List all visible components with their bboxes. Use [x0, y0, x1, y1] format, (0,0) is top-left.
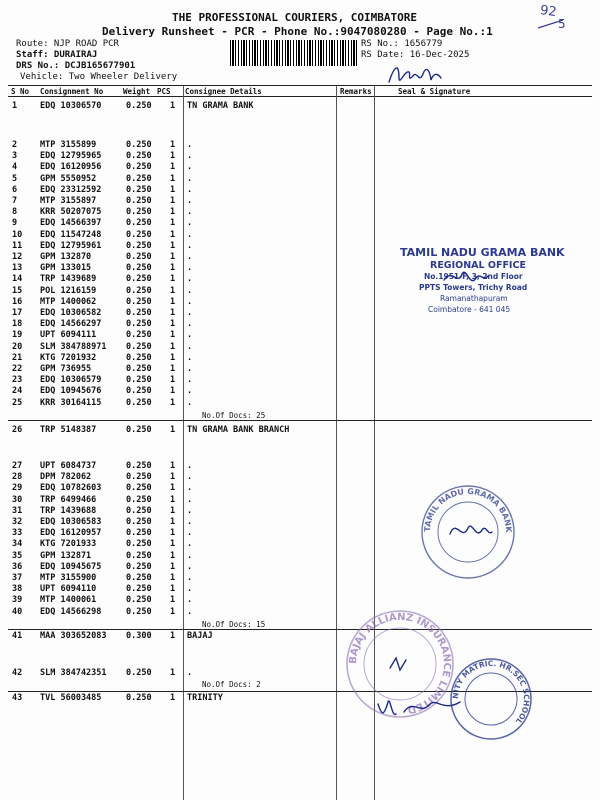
header-signature — [385, 60, 445, 88]
docs-count: No.Of Docs: 25 — [202, 410, 266, 420]
row-weight: 0.250 — [126, 386, 152, 397]
row-pcs: 1 — [170, 196, 176, 206]
row-consignee: . — [187, 184, 193, 195]
row-consignment-no: SLM 384742351 — [40, 668, 107, 678]
row-pcs: 1 — [170, 296, 176, 307]
row-consignee: . — [187, 595, 193, 606]
row-consignee: . — [187, 341, 193, 352]
row-sno: 4 — [12, 162, 18, 173]
row-pcs: 1 — [170, 252, 176, 262]
row-consignment-no: SLM 384788971 — [40, 341, 107, 352]
row-weight: 0.250 — [126, 375, 152, 386]
row-pcs: 1 — [170, 539, 176, 550]
row-sno: 1 — [12, 101, 18, 111]
bank-stamp-addr2: PPTS Towers, Trichy Road — [419, 283, 528, 292]
row-pcs: 1 — [170, 494, 176, 505]
row-weight: 0.250 — [126, 229, 152, 240]
row-consignee: . — [187, 561, 193, 572]
row-consignee: . — [187, 319, 193, 330]
row-sno: 30 — [12, 494, 23, 505]
row-consignment-no: GPM 132871 — [40, 550, 92, 561]
row-consignee: . — [187, 151, 193, 162]
row-sno: 22 — [12, 364, 23, 374]
row-sno: 36 — [12, 561, 23, 572]
row-sno: 31 — [12, 505, 23, 516]
row-consignee: . — [187, 528, 193, 539]
row-consignee: . — [187, 668, 193, 678]
row-weight: 0.250 — [126, 140, 152, 150]
row-sno: 23 — [12, 375, 23, 386]
row-pcs: 1 — [170, 274, 176, 285]
row-pcs: 1 — [170, 173, 176, 184]
row-weight: 0.250 — [126, 218, 152, 229]
row-consignment-no: DPM 782062 — [40, 472, 92, 483]
row-weight: 0.250 — [126, 517, 152, 527]
row-weight: 0.250 — [126, 101, 152, 111]
row-consignee: . — [187, 386, 193, 397]
row-weight: 0.250 — [126, 505, 152, 516]
docs-count: No.Of Docs: 2 — [202, 680, 261, 690]
row-consignment-no: EDQ 10306582 — [40, 308, 102, 318]
bottom-signature — [374, 694, 464, 724]
rs-date: RS Date: 16-Dec-2025 — [361, 50, 470, 60]
row-consignee: . — [187, 517, 193, 527]
bank-stamp-addr4: Coimbatore - 641 045 — [428, 305, 511, 314]
row-pcs: 1 — [170, 162, 176, 173]
row-consignment-no: KRR 50207075 — [40, 207, 102, 218]
row-weight: 0.250 — [126, 550, 152, 561]
row-sno: 9 — [12, 218, 18, 229]
route-text: Route: NJP ROAD PCR — [16, 39, 119, 49]
row-weight: 0.250 — [126, 693, 152, 703]
row-sno: 3 — [12, 151, 18, 162]
row-weight: 0.250 — [126, 196, 152, 206]
row-sno: 18 — [12, 319, 23, 330]
row-weight: 0.250 — [126, 240, 152, 251]
row-consignment-no: UPT 6094111 — [40, 330, 97, 341]
row-pcs: 1 — [170, 528, 176, 539]
row-pcs: 1 — [170, 330, 176, 341]
row-sno: 8 — [12, 207, 18, 218]
row-pcs: 1 — [170, 425, 176, 435]
row-weight: 0.250 — [126, 207, 152, 218]
row-consignee: . — [187, 173, 193, 184]
row-consignment-no: GPM 132870 — [40, 252, 92, 262]
row-pcs: 1 — [170, 375, 176, 386]
row-consignment-no: KTG 7201933 — [40, 539, 97, 550]
row-weight: 0.250 — [126, 573, 152, 583]
row-consignee: . — [187, 162, 193, 173]
row-pcs: 1 — [170, 229, 176, 240]
runsheet-subtitle: Delivery Runsheet - PCR - Phone No.:9047080280 - Page No.:1 — [102, 25, 493, 38]
row-sno: 39 — [12, 595, 23, 606]
round-bank-seal-text: TAMIL NADU GRAMA BANK — [422, 486, 514, 533]
row-sno: 20 — [12, 341, 23, 352]
row-sno: 27 — [12, 461, 23, 471]
row-weight: 0.300 — [126, 631, 152, 641]
group-separator — [8, 420, 592, 421]
col-weight: Weight — [123, 87, 151, 96]
row-consignment-no: EDQ 12795965 — [40, 151, 102, 162]
row-sno: 34 — [12, 539, 23, 550]
row-consignee: . — [187, 196, 193, 206]
row-pcs: 1 — [170, 341, 176, 352]
row-sno: 24 — [12, 386, 23, 397]
row-consignee: . — [187, 308, 193, 318]
row-weight: 0.250 — [126, 494, 152, 505]
row-sno: 11 — [12, 240, 23, 251]
row-sno: 33 — [12, 528, 23, 539]
row-pcs: 1 — [170, 573, 176, 583]
handwritten-count-bottom: 5 — [558, 17, 566, 31]
row-sno: 19 — [12, 330, 23, 341]
row-sno: 15 — [12, 285, 23, 296]
vehicle-text: Vehicle: Two Wheeler Delivery — [20, 72, 178, 82]
row-pcs: 1 — [170, 584, 176, 595]
row-pcs: 1 — [170, 140, 176, 150]
row-weight: 0.250 — [126, 252, 152, 262]
row-sno: 37 — [12, 573, 23, 583]
row-sno: 41 — [12, 631, 23, 641]
row-weight: 0.250 — [126, 668, 152, 678]
row-consignment-no: EDQ 14566298 — [40, 606, 102, 617]
bank-stamp-addr3: Ramanathapuram — [440, 294, 508, 303]
row-consignment-no: MTP 3155900 — [40, 573, 97, 583]
row-consignment-no: EDQ 10306583 — [40, 517, 102, 527]
row-consignee: BAJAJ — [187, 631, 213, 641]
handwritten-count-top: 92 — [539, 2, 558, 21]
row-consignee: . — [187, 397, 193, 408]
row-weight: 0.250 — [126, 483, 152, 494]
row-weight: 0.250 — [126, 296, 152, 307]
row-consignment-no: MAA 303652083 — [40, 631, 107, 641]
row-consignment-no: TRP 1439688 — [40, 505, 97, 516]
row-weight: 0.250 — [126, 595, 152, 606]
row-consignee: TRINITY — [187, 693, 223, 703]
row-weight: 0.250 — [126, 330, 152, 341]
row-weight: 0.250 — [126, 341, 152, 352]
col-seal: Seal & Signature — [398, 87, 471, 96]
row-pcs: 1 — [170, 151, 176, 162]
row-sno: 32 — [12, 517, 23, 527]
row-pcs: 1 — [170, 693, 176, 703]
row-consignee: TN GRAMA BANK — [187, 101, 254, 111]
row-sno: 17 — [12, 308, 23, 318]
row-pcs: 1 — [170, 218, 176, 229]
row-consignment-no: MTP 1400062 — [40, 296, 97, 307]
row-pcs: 1 — [170, 308, 176, 318]
row-consignment-no: EDQ 14566397 — [40, 218, 102, 229]
row-consignee: . — [187, 606, 193, 617]
row-consignment-no: GPM 133015 — [40, 263, 92, 274]
row-pcs: 1 — [170, 472, 176, 483]
col-consignment: Consignment No — [40, 87, 104, 96]
divider-consignee — [183, 86, 184, 800]
row-sno: 10 — [12, 229, 23, 240]
row-consignment-no: EDQ 11547248 — [40, 229, 102, 240]
row-consignee: . — [187, 218, 193, 229]
row-consignment-no: EDQ 14566297 — [40, 319, 102, 330]
row-weight: 0.250 — [126, 606, 152, 617]
row-consignee: . — [187, 274, 193, 285]
row-pcs: 1 — [170, 606, 176, 617]
divider-remarks — [336, 86, 337, 800]
row-sno: 43 — [12, 693, 23, 703]
row-consignee: . — [187, 140, 193, 150]
row-consignee: . — [187, 364, 193, 374]
row-weight: 0.250 — [126, 584, 152, 595]
row-weight: 0.250 — [126, 274, 152, 285]
row-consignment-no: TVL 56003485 — [40, 693, 102, 703]
row-consignment-no: EDQ 16120956 — [40, 162, 102, 173]
row-sno: 25 — [12, 397, 23, 408]
row-consignee: . — [187, 573, 193, 583]
row-sno: 14 — [12, 274, 23, 285]
row-consignment-no: TRP 5148387 — [40, 425, 97, 435]
row-pcs: 1 — [170, 631, 176, 641]
bank-stamp-addr1: No.1951-F, 3, 2nd Floor — [424, 272, 523, 281]
row-consignee: . — [187, 330, 193, 341]
row-consignment-no: KRR 30164115 — [40, 397, 102, 408]
row-consignment-no: MTP 3155899 — [40, 140, 97, 150]
row-consignment-no: EDQ 10306579 — [40, 375, 102, 386]
col-remarks: Remarks — [340, 87, 372, 96]
row-sno: 26 — [12, 425, 23, 435]
row-consignment-no: UPT 6084737 — [40, 461, 97, 471]
row-pcs: 1 — [170, 240, 176, 251]
row-pcs: 1 — [170, 561, 176, 572]
row-weight: 0.250 — [126, 528, 152, 539]
row-consignment-no: UPT 6094110 — [40, 584, 97, 595]
row-consignee: . — [187, 352, 193, 363]
row-consignee: . — [187, 207, 193, 218]
col-sno: S No — [11, 87, 30, 96]
row-consignment-no: KTG 7201932 — [40, 352, 97, 363]
row-consignee: . — [187, 229, 193, 240]
row-weight: 0.250 — [126, 561, 152, 572]
row-consignment-no: POL 1216159 — [40, 285, 97, 296]
row-consignment-no: TRP 1439689 — [40, 274, 97, 285]
staff-text: Staff: DURAIRAJ — [16, 50, 98, 60]
row-weight: 0.250 — [126, 352, 152, 363]
row-pcs: 1 — [170, 364, 176, 374]
row-pcs: 1 — [170, 483, 176, 494]
drs-number: DRS No.: DCJB165677901 — [16, 61, 136, 71]
row-consignment-no: GPM 736955 — [40, 364, 92, 374]
row-weight: 0.250 — [126, 308, 152, 318]
col-consignee: Consignee Details — [185, 87, 262, 96]
barcode — [230, 40, 357, 66]
docs-count: No.Of Docs: 15 — [202, 619, 266, 629]
row-weight: 0.250 — [126, 162, 152, 173]
row-sno: 35 — [12, 550, 23, 561]
row-consignment-no: EDQ 12795961 — [40, 240, 102, 251]
row-sno: 38 — [12, 584, 23, 595]
row-consignment-no: EDQ 10782603 — [40, 483, 102, 494]
row-pcs: 1 — [170, 386, 176, 397]
handwritten-slash — [535, 18, 567, 30]
row-consignment-no: EDQ 23312592 — [40, 184, 102, 195]
row-consignee: . — [187, 461, 193, 471]
row-consignee: . — [187, 505, 193, 516]
row-weight: 0.250 — [126, 263, 152, 274]
row-pcs: 1 — [170, 352, 176, 363]
row-weight: 0.250 — [126, 184, 152, 195]
row-sno: 16 — [12, 296, 23, 307]
round-bajaj-seal-text: BAJAJ ALLIANZ INSURANCE LIMITED — [347, 611, 453, 716]
col-pcs: PCS — [157, 87, 171, 96]
row-pcs: 1 — [170, 319, 176, 330]
row-weight: 0.250 — [126, 151, 152, 162]
group-separator — [8, 629, 592, 630]
row-consignee: . — [187, 252, 193, 262]
row-sno: 12 — [12, 252, 23, 262]
row-consignee: . — [187, 472, 193, 483]
row-consignment-no: MTP 3155897 — [40, 196, 97, 206]
row-pcs: 1 — [170, 595, 176, 606]
bank-stamp-office: REGIONAL OFFICE — [430, 260, 526, 271]
row-weight: 0.250 — [126, 319, 152, 330]
row-pcs: 1 — [170, 184, 176, 195]
row-consignee: . — [187, 375, 193, 386]
row-sno: 42 — [12, 668, 23, 678]
row-pcs: 1 — [170, 461, 176, 471]
row-pcs: 1 — [170, 505, 176, 516]
row-pcs: 1 — [170, 550, 176, 561]
round-school-seal-text: NITY MATRIC. HR.SEC SCHOOL — [450, 658, 532, 726]
row-weight: 0.250 — [126, 285, 152, 296]
row-consignee: . — [187, 263, 193, 274]
header-rule-top — [8, 85, 592, 86]
row-weight: 0.250 — [126, 397, 152, 408]
row-weight: 0.250 — [126, 539, 152, 550]
row-sno: 40 — [12, 606, 23, 617]
rs-number: RS No.: 1656779 — [361, 39, 443, 49]
row-pcs: 1 — [170, 517, 176, 527]
header-rule-bottom — [8, 96, 592, 97]
row-consignment-no: MTP 1400061 — [40, 595, 97, 606]
row-consignee: . — [187, 539, 193, 550]
row-weight: 0.250 — [126, 425, 152, 435]
row-consignee: . — [187, 494, 193, 505]
row-consignment-no: EDQ 10945675 — [40, 561, 102, 572]
row-consignment-no: EDQ 16120957 — [40, 528, 102, 539]
row-consignee: . — [187, 285, 193, 296]
bank-stamp-signature — [440, 266, 490, 296]
row-sno: 29 — [12, 483, 23, 494]
row-consignee: . — [187, 296, 193, 307]
row-sno: 7 — [12, 196, 18, 206]
row-pcs: 1 — [170, 668, 176, 678]
row-consignment-no: EDQ 10945676 — [40, 386, 102, 397]
row-sno: 5 — [12, 173, 18, 184]
row-consignee: . — [187, 550, 193, 561]
row-consignment-no: GPM 5550952 — [40, 173, 97, 184]
bank-stamp-name: TAMIL NADU GRAMA BANK — [400, 246, 565, 259]
row-sno: 2 — [12, 140, 18, 150]
row-pcs: 1 — [170, 207, 176, 218]
round-bank-seal — [418, 482, 518, 582]
row-weight: 0.250 — [126, 173, 152, 184]
company-title: THE PROFESSIONAL COURIERS, COIMBATORE — [172, 11, 418, 24]
row-consignment-no: EDQ 10306570 — [40, 101, 102, 111]
row-sno: 28 — [12, 472, 23, 483]
row-consignee: . — [187, 483, 193, 494]
row-sno: 21 — [12, 352, 23, 363]
row-weight: 0.250 — [126, 472, 152, 483]
row-sno: 6 — [12, 184, 18, 195]
row-consignee: TN GRAMA BANK BRANCH — [187, 425, 290, 435]
row-pcs: 1 — [170, 263, 176, 274]
row-pcs: 1 — [170, 285, 176, 296]
row-weight: 0.250 — [126, 461, 152, 471]
row-sno: 13 — [12, 263, 23, 274]
row-consignee: . — [187, 584, 193, 595]
row-consignee: . — [187, 240, 193, 251]
row-pcs: 1 — [170, 101, 176, 111]
row-consignment-no: TRP 6499466 — [40, 494, 97, 505]
row-weight: 0.250 — [126, 364, 152, 374]
row-pcs: 1 — [170, 397, 176, 408]
